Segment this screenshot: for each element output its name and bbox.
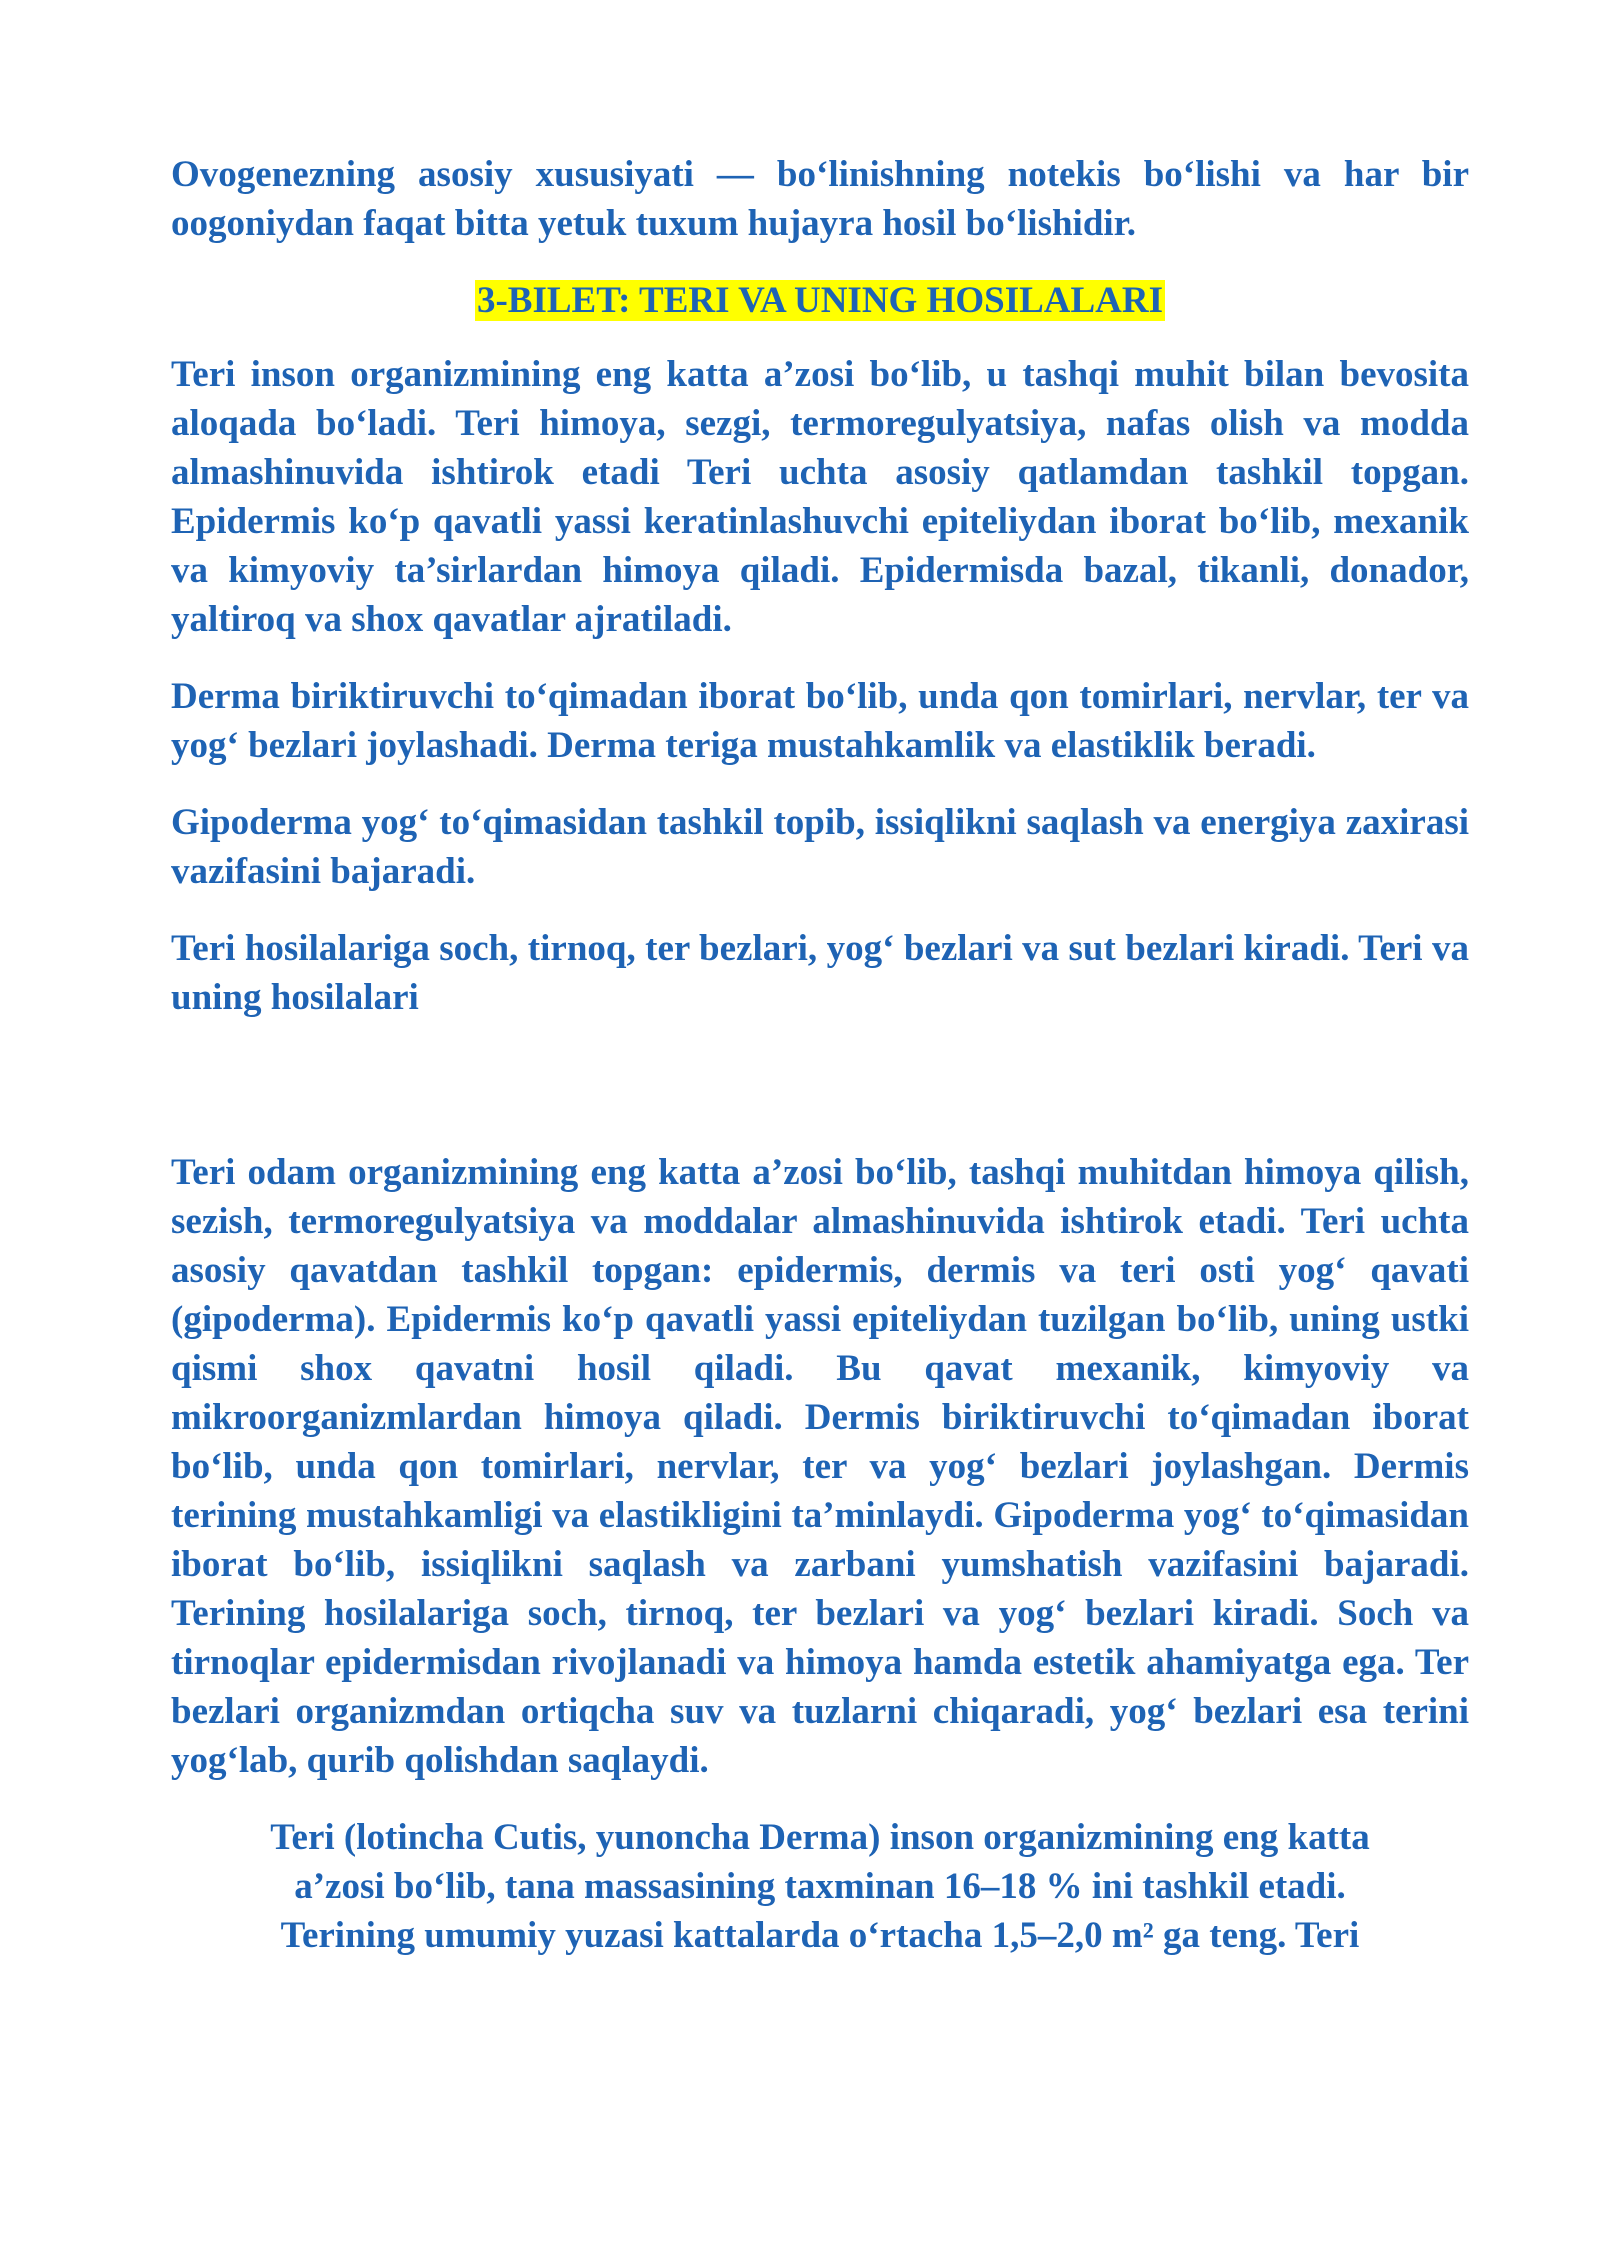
closing-line: Teri (lotincha Cutis, yunoncha Derma) inson organizmining eng katta: [270, 1817, 1370, 1858]
intro-paragraph: Ovogenezning asosiy xususiyati — bo‘linishning notekis bo‘lishi va har bir oogoniydan faqat bitta yetuk tuxum hujayra hosil bo‘lishidir.: [171, 154, 1469, 244]
section-heading: [171, 276, 1469, 325]
paragraph-skin-detailed: Teri odam organizmining eng katta a’zosi bo‘lib, tashqi muhitdan himoya qilish, sezish, termoregulyatsiya va moddalar almashinuvida ishtirok etadi. Teri uchta asosiy qavatdan tashkil topgan: epidermis, dermis va teri osti yog‘ qavati (gipoderma). Epidermis ko‘p qavatli yassi epiteliydan tuzilgan bo‘lib, uning ustki qismi shox qavatni hosil qiladi. Bu qavat mexanik, kimyoviy va mikroorganizmlardan himoya qiladi. Dermis biriktiruvchi to‘qimadan iborat bo‘lib, unda qon tomirlari, nervlar, ter va yog‘ bezlari joylashgan. Dermis terining mustahkamligi va elastikligini ta’minlaydi. Gipoderma yog‘ to‘qimasidan iborat bo‘lib, issiqlikni saqlash va zarbani yumshatish vazifasini bajaradi. Terining hosilalariga soch, tirnoq, ter bezlari va yog‘ bezlari kiradi. Soch va tirnoqlar epidermisdan rivojlanadi va himoya hamda estetik ahamiyatga ega. Ter bezlari organizmdan ortiqcha suv va tuzlarni chiqaradi, yog‘ bezlari esa terini yog‘lab, qurib qolishdan saqlaydi.: [171, 1152, 1469, 1781]
closing-paragraph: [171, 1813, 1469, 1960]
document-page: [171, 150, 1469, 1960]
paragraph-skin-overview: Teri inson organizmining eng katta a’zosi bo‘lib, u tashqi muhit bilan bevosita aloqada bo‘ladi. Teri himoya, sezgi, termoregulyatsiya, nafas olish va modda almashinuvida ishtirok etadi Teri uchta asosiy qatlamdan tashkil topgan. Epidermis ko‘p qavatli yassi keratinlashuvchi epiteliydan iborat bo‘lib, mexanik va kimyoviy ta’sirlardan himoya qiladi. Epidermisda bazal, tikanli, donador, yaltiroq va shox qavatlar ajratiladi.: [171, 354, 1469, 640]
closing-line: Terining umumiy yuzasi kattalarda o‘rtacha 1,5–2,0 m² ga teng. Teri: [280, 1915, 1360, 1956]
closing-line: a’zosi bo‘lib, tana massasining taxminan 16–18 % ini tashkil etadi.: [294, 1866, 1346, 1907]
section-heading-text: 3-BILET: TERI VA UNING HOSILALARI: [476, 280, 1164, 321]
blank-space: [171, 1050, 1469, 1148]
paragraph-hypoderma: Gipoderma yog‘ to‘qimasidan tashkil topib, issiqlikni saqlash va energiya zaxirasi vazifasini bajaradi.: [171, 802, 1469, 892]
paragraph-derma: Derma biriktiruvchi to‘qimadan iborat bo‘lib, unda qon tomirlari, nervlar, ter va yog‘ bezlari joylashadi. Derma teriga mustahkamlik va elastiklik beradi.: [171, 676, 1469, 766]
paragraph-skin-derivatives: Teri hosilalariga soch, tirnoq, ter bezlari, yog‘ bezlari va sut bezlari kiradi. Teri va uning hosilalari: [171, 928, 1469, 1018]
